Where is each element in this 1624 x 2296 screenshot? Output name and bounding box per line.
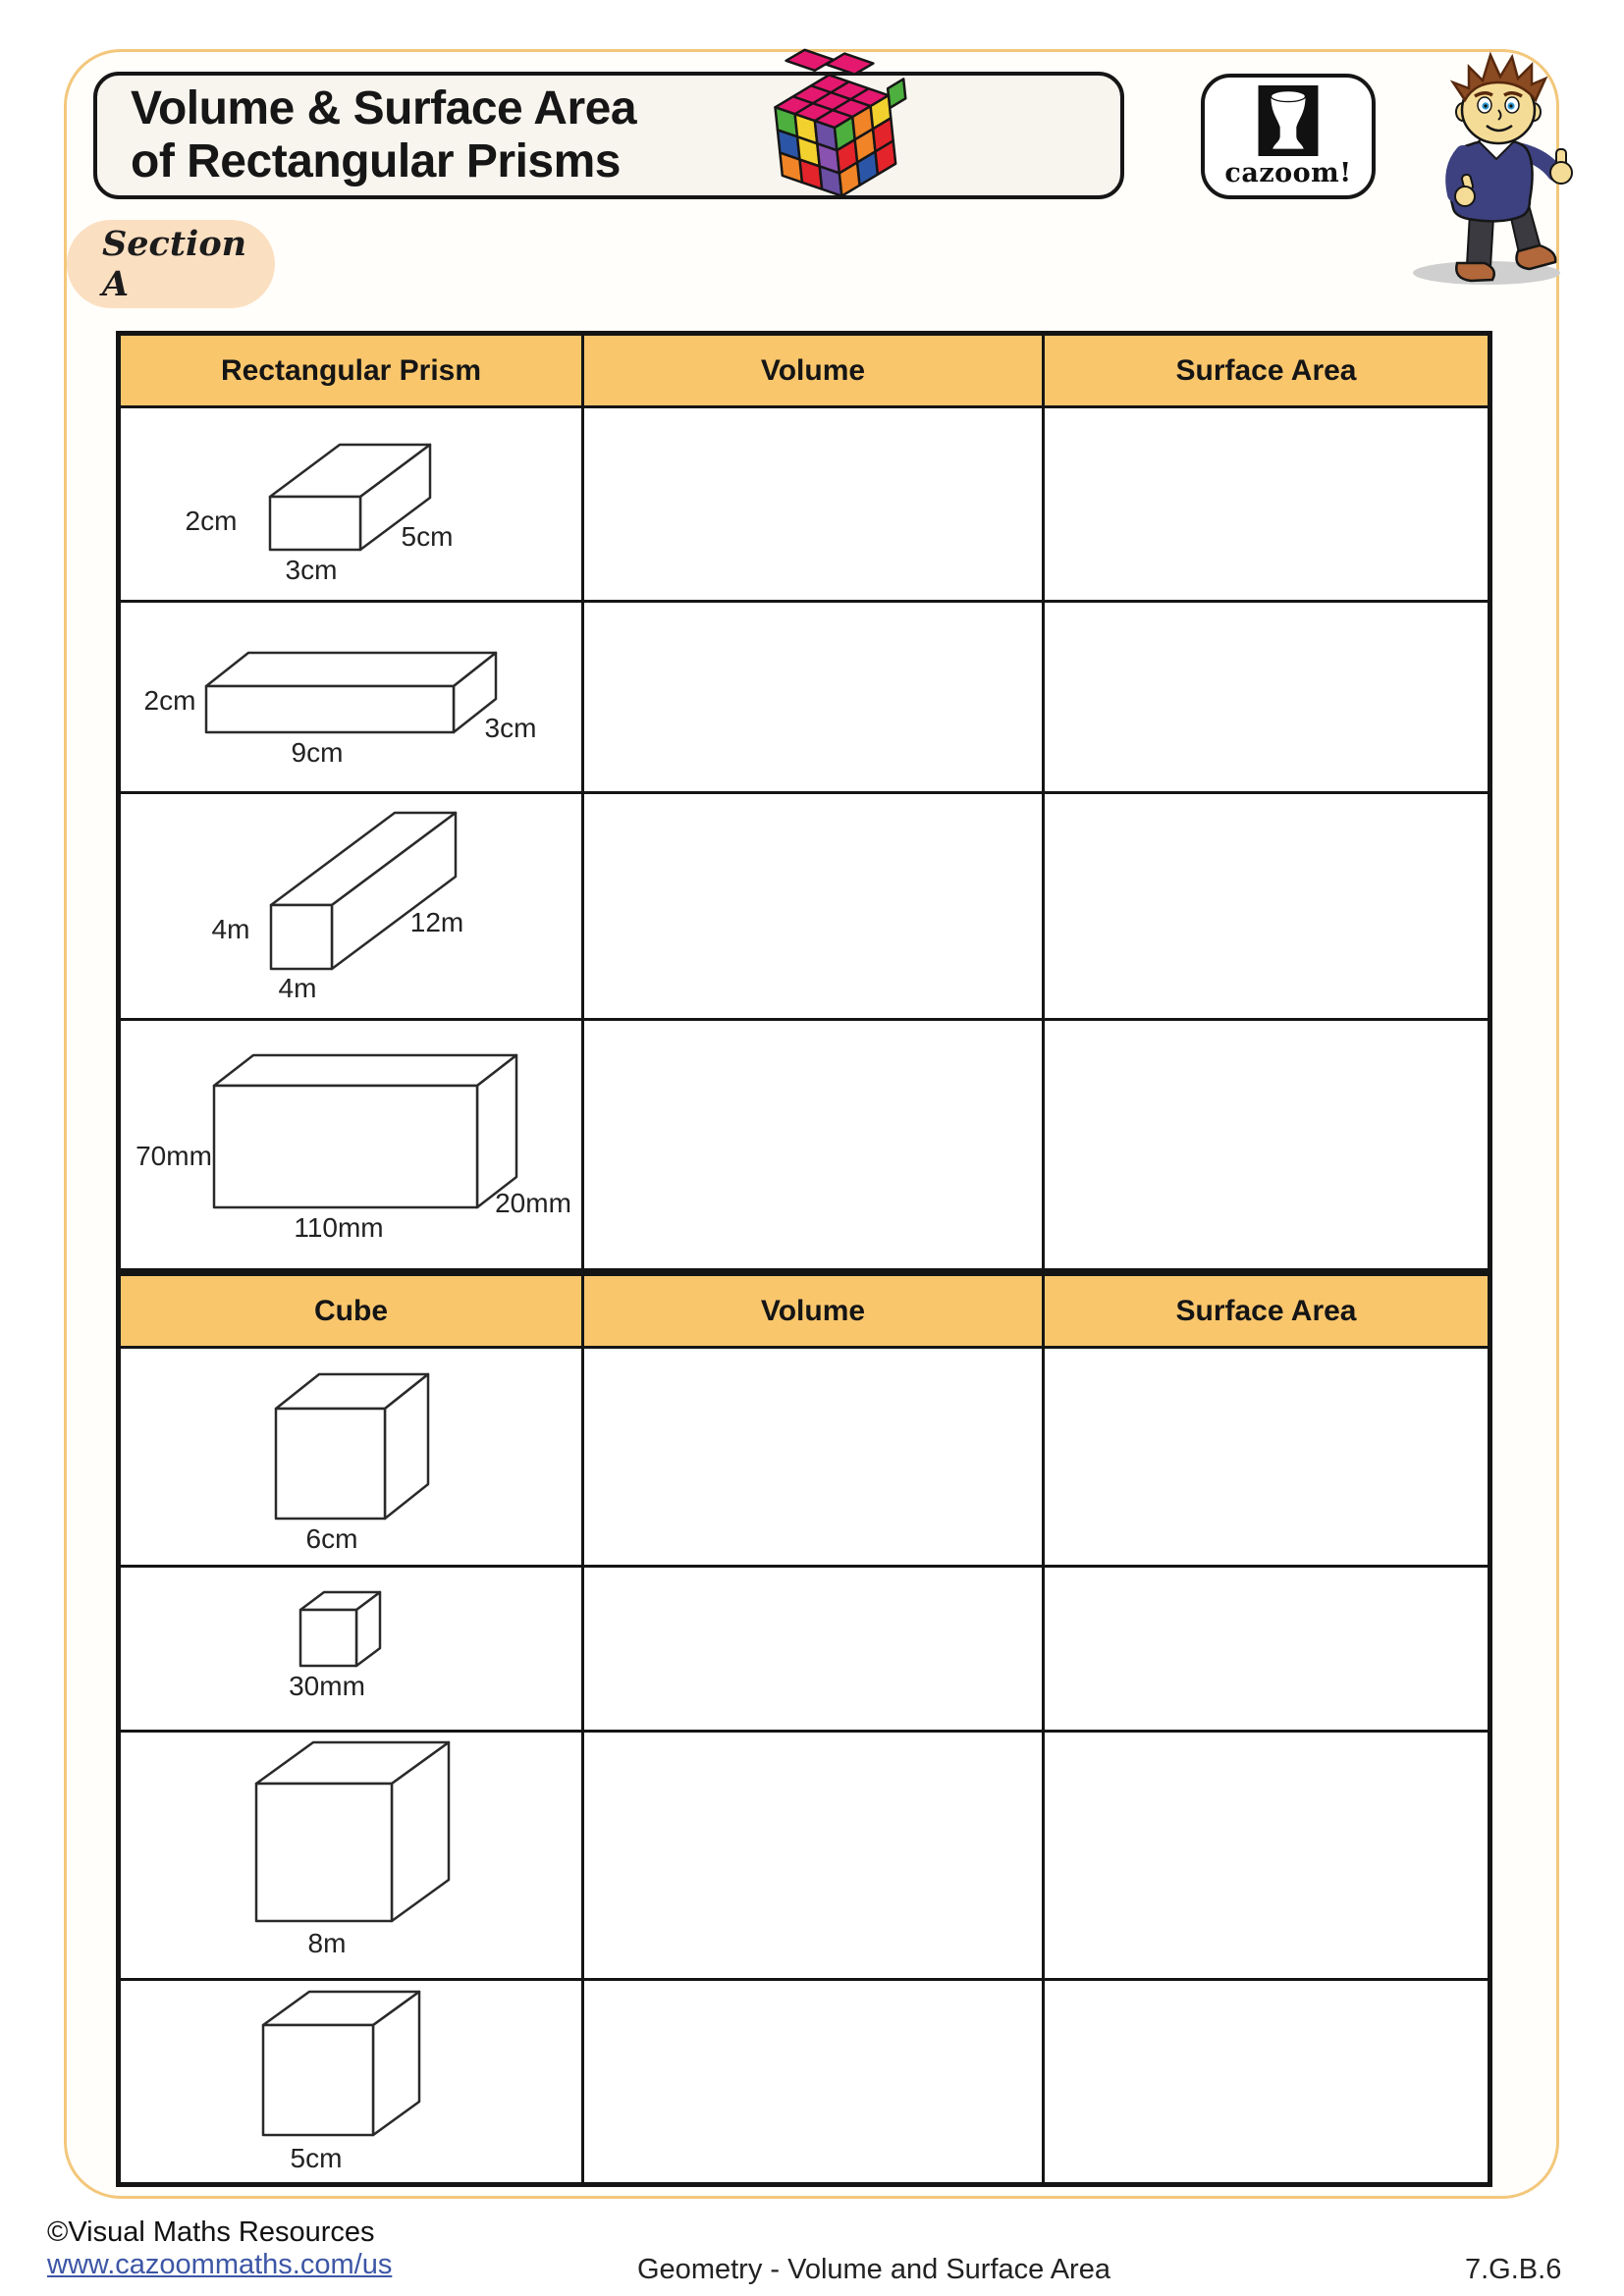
surface-area-answer-cell bbox=[1044, 1348, 1490, 1567]
dim-left: 2cm bbox=[143, 685, 196, 716]
table-row bbox=[119, 1732, 1490, 1980]
dim-size: 6cm bbox=[305, 1523, 358, 1554]
dim-size: 8m bbox=[307, 1928, 347, 1958]
copyright-text: ©Visual Maths Resources bbox=[47, 2216, 375, 2248]
table-row bbox=[119, 1348, 1490, 1567]
volume-answer-cell bbox=[583, 1980, 1044, 2185]
prism-diagram-2x9x3 bbox=[121, 603, 585, 791]
table-row bbox=[119, 793, 1490, 1020]
rubiks-cube-illustration bbox=[745, 35, 924, 220]
dim-bottom: 3cm bbox=[285, 555, 338, 585]
dim-left: 4m bbox=[211, 914, 250, 944]
surface-area-answer-cell bbox=[1044, 602, 1490, 793]
prism-diagram-2x3x5 bbox=[121, 408, 585, 600]
table-row bbox=[119, 1980, 1490, 2185]
worksheet-title-line2: of Rectangular Prisms bbox=[131, 135, 621, 187]
website-link[interactable]: www.cazoommaths.com/us bbox=[47, 2249, 393, 2280]
dim-right: 5cm bbox=[401, 521, 454, 552]
prism-diagram-cell bbox=[119, 1020, 583, 1271]
table-row bbox=[119, 1567, 1490, 1732]
mascot-boy-illustration bbox=[1377, 49, 1617, 290]
cubes-table bbox=[116, 1271, 1492, 2187]
volume-answer-cell bbox=[583, 407, 1044, 602]
surface-area-answer-cell bbox=[1044, 407, 1490, 602]
prism-diagram-cell bbox=[119, 407, 583, 602]
dim-size: 30mm bbox=[289, 1671, 365, 1701]
section-a-label bbox=[67, 220, 275, 308]
worksheet-title-box bbox=[93, 72, 1124, 199]
cube-diagram-8m bbox=[121, 1733, 585, 1978]
column-header-shape: Rectangular Prism bbox=[119, 334, 583, 407]
cube-diagram-5cm bbox=[121, 1981, 585, 2182]
column-header-volume: Volume bbox=[583, 1274, 1044, 1348]
cube-diagram-30mm bbox=[121, 1568, 585, 1730]
cube-diagram-cell bbox=[119, 1980, 583, 2185]
cube-diagram-cell bbox=[119, 1348, 583, 1567]
surface-area-answer-cell bbox=[1044, 1732, 1490, 1980]
column-header-shape: Cube bbox=[119, 1274, 583, 1348]
goblet-icon bbox=[1258, 85, 1319, 156]
surface-area-answer-cell bbox=[1044, 1567, 1490, 1732]
prism-diagram-70x110x20 bbox=[121, 1021, 585, 1268]
section-a-text: Section A bbox=[102, 224, 247, 304]
dim-right: 12m bbox=[409, 907, 464, 937]
volume-answer-cell bbox=[583, 1020, 1044, 1271]
standard-code: 7.G.B.6 bbox=[1465, 2254, 1562, 2285]
worksheet-title-line1: Volume & Surface Area bbox=[131, 81, 637, 134]
dim-bottom: 9cm bbox=[291, 737, 344, 768]
table-row bbox=[119, 407, 1490, 602]
prism-diagram-4x4x12 bbox=[121, 794, 585, 1018]
cube-diagram-6cm bbox=[121, 1349, 585, 1565]
column-header-surface-area: Surface Area bbox=[1044, 1274, 1490, 1348]
cube-diagram-cell bbox=[119, 1732, 583, 1980]
column-header-volume: Volume bbox=[583, 334, 1044, 407]
dim-left: 70mm bbox=[135, 1141, 212, 1171]
dim-bottom: 4m bbox=[278, 973, 317, 1003]
surface-area-answer-cell bbox=[1044, 1020, 1490, 1271]
prism-diagram-cell bbox=[119, 602, 583, 793]
dim-right: 3cm bbox=[484, 713, 537, 743]
volume-answer-cell bbox=[583, 793, 1044, 1020]
volume-answer-cell bbox=[583, 1732, 1044, 1980]
rectangular-prisms-table bbox=[116, 331, 1492, 1273]
table-header-row bbox=[119, 1274, 1490, 1348]
table-row bbox=[119, 602, 1490, 793]
dim-left: 2cm bbox=[185, 506, 238, 536]
surface-area-answer-cell bbox=[1044, 793, 1490, 1020]
worksheet-subject: Geometry - Volume and Surface Area bbox=[637, 2254, 1110, 2285]
column-header-surface-area: Surface Area bbox=[1044, 334, 1490, 407]
dim-bottom: 110mm bbox=[294, 1212, 384, 1243]
cube-diagram-cell bbox=[119, 1567, 583, 1732]
volume-answer-cell bbox=[583, 1567, 1044, 1732]
prism-diagram-cell bbox=[119, 793, 583, 1020]
dim-size: 5cm bbox=[290, 2143, 343, 2173]
cazoom-logo-text: cazoom! bbox=[1224, 157, 1352, 188]
volume-answer-cell bbox=[583, 1348, 1044, 1567]
table-row bbox=[119, 1020, 1490, 1271]
dim-right: 20mm bbox=[495, 1188, 571, 1218]
table-header-row bbox=[119, 334, 1490, 407]
surface-area-answer-cell bbox=[1044, 1980, 1490, 2185]
volume-answer-cell bbox=[583, 602, 1044, 793]
cazoom-logo bbox=[1201, 74, 1376, 199]
